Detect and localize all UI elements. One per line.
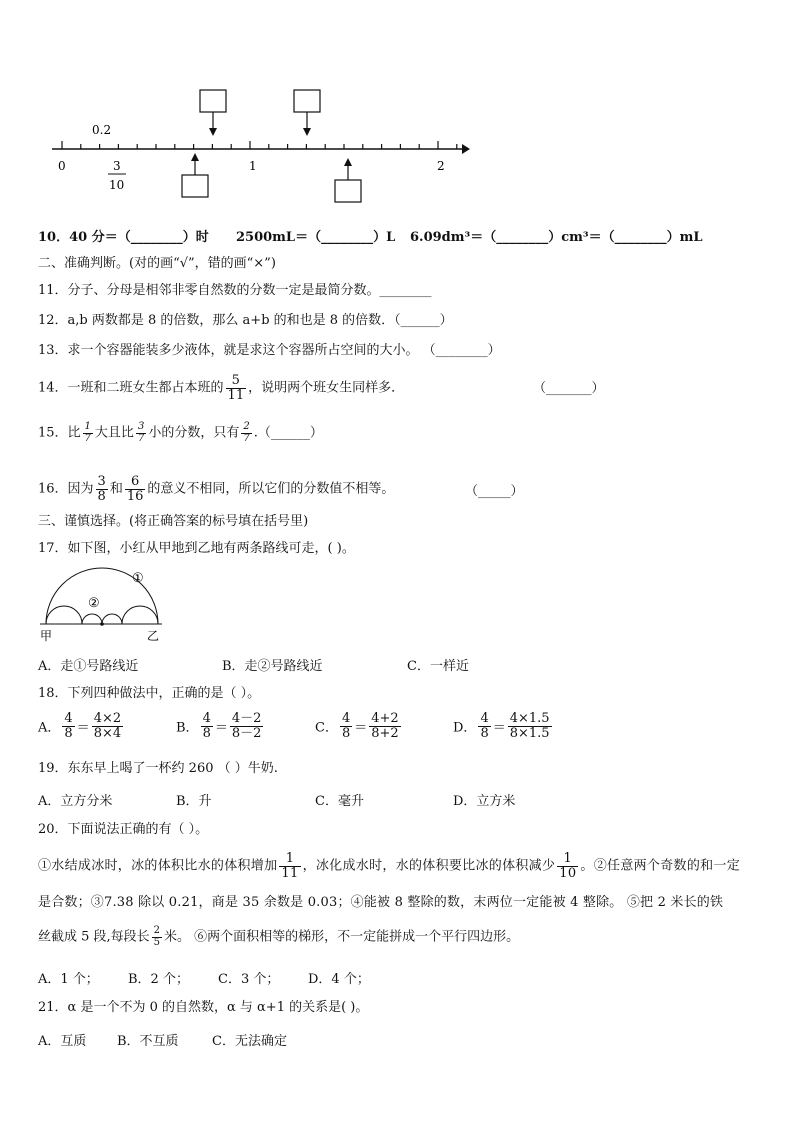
q10-part-c: 6.09dm³＝（________）cm³＝（________）mL [410,230,703,245]
number-line-arrowhead [462,144,470,154]
q10-part-a: 10．40 分＝（________）时 [38,230,209,245]
q17-option-a: A．走①号路线近 [38,659,139,674]
q19-option-b: B．升 [176,794,212,809]
label-2: 2 [437,159,445,173]
question-19: 19．东东早上喝了一杯约 260 （ ）牛奶. [38,761,278,776]
question-21: 21．α 是一个不为 0 的自然数，α 与 α+1 的关系是( )。 [38,1000,369,1015]
section-2-heading: 二、准确判断。(对的画“√”，错的画“×”) [38,256,276,271]
q17-option-b: B．走②号路线近 [222,659,323,674]
question-14-blank: （_______） [533,381,605,396]
route-1-label: ① [132,571,144,586]
arrow-up-icon [191,153,199,161]
q19-option-a: A．立方分米 [38,794,113,809]
label-0: 0 [58,159,66,173]
q20-option-a: A．1 个； [38,972,99,987]
question-12: 12．a,b 两数都是 8 的倍数，那么 a+b 的和也是 8 的倍数．（______） [38,313,453,328]
q20-statement-line-1: ①水结成冰时，冰的体积比水的体积增加 $\frac{1}{11}$ ，冰化成水时，水的体积要比冰的体积减少 $\frac{1}{10}$ 。②任意两个奇数的和一定 [38,851,741,881]
q18-option-c: C． $\frac{4}{8}$ ＝ $\frac{4+2}{8+2}$ [315,711,399,741]
section-3-heading: 三、谨慎选择。(将正确答案的标号填在括号里) [38,514,309,529]
q20-statement-line-3: 丝截成 5 段,每段长 $\frac{2}{5}$ 米。 ⑥两个面积相等的梯形，不一定能拼成一个平行四边形。 [38,925,520,948]
q18-option-d: D． $\frac{4}{8}$ ＝ $\frac{4\times 1.5}{8\times 1.5}$ [453,711,550,741]
label-1: 1 [249,159,257,173]
q20-option-c: C．3 个； [218,972,280,987]
question-20: 20．下面说法正确的有（ ）。 [38,822,209,837]
answer-box-bottom-2 [335,180,361,202]
route-diagram [36,566,166,644]
q21-option-c: C．无法确定 [212,1034,287,1049]
q17-option-c: C．一样近 [407,659,469,674]
label-frac-num: 3 [113,159,121,173]
question-11: 11．分子、分母是相邻非零自然数的分数一定是最简分数。________ [38,283,432,298]
question-16: 16．因为 $\frac{3}{8}$ 和 $\frac{6}{16}$ 的意义不相同，所以它们的分数值不相等。 [38,474,395,504]
q21-option-b: B．不互质 [117,1034,179,1049]
number-line-figure [0,0,794,210]
route-2-arc [46,606,158,624]
label-0-2: 0.2 [92,123,112,137]
question-15: 15．比 $\frac{1}{7}$ 大且比 $\frac{3}{7}$ 小的分数，只有 $\frac{2}{7}$ .（______） [38,421,323,444]
q20-option-d: D．4 个； [308,972,370,987]
q18-option-a: A． $\frac{4}{8}$ ＝ $\frac{4\times 2}{8\times 4}$ [38,711,122,741]
answer-box-bottom-1 [182,175,208,197]
q19-option-d: D．立方米 [453,794,516,809]
question-16-blank: （_____） [465,484,524,499]
start-label: 甲 [40,629,53,643]
fraction-3-8: $\frac{3}{8}$ [97,474,106,504]
q20-option-b: B．2 个； [128,972,189,987]
q10-part-b: 2500mL＝（________）L [236,230,396,245]
question-14: 14．一班和二班女生都占本班的 $\frac{5}{11}$ ，说明两个班女生同样多． [38,373,405,403]
q21-option-a: A．互质 [38,1034,87,1049]
end-label: 乙 [147,629,160,643]
q20-statement-line-2: 是合数；③7.38 除以 0.21，商是 35 余数是 0.03；④能被 8 整除的数，末两位一定能被 4 整除。 ⑤把 2 米长的铁 [38,895,724,910]
question-17: 17．如下图，小红从甲地到乙地有两条路线可走，( )。 [38,541,355,556]
q19-option-c: C．毫升 [315,794,364,809]
arrow-down-icon [209,128,217,136]
question-18: 18．下列四种做法中，正确的是（ ）。 [38,686,261,701]
arrow-down-icon [303,128,311,136]
route-2-label: ② [88,596,100,611]
answer-box-top-1 [200,90,226,112]
label-frac-den: 10 [109,178,125,192]
fraction-5-11: $\frac{5}{11}$ [227,373,245,403]
arrow-up-icon [344,158,352,166]
question-13: 13．求一个容器能装多少液体，就是求这个容器所占空间的大小。 （________） [38,343,501,358]
number-line-ticks [62,141,457,149]
fraction-3-7: $\frac{3}{7}$ [137,421,145,444]
fraction-1-7: $\frac{1}{7}$ [84,421,91,444]
answer-box-top-2 [294,90,320,112]
fraction-2-7: $\frac{2}{7}$ [243,421,250,444]
q18-option-b: B． $\frac{4}{8}$ ＝ $\frac{4-2}{8-2}$ [176,711,262,741]
fraction-6-16: $\frac{6}{16}$ [126,474,144,504]
